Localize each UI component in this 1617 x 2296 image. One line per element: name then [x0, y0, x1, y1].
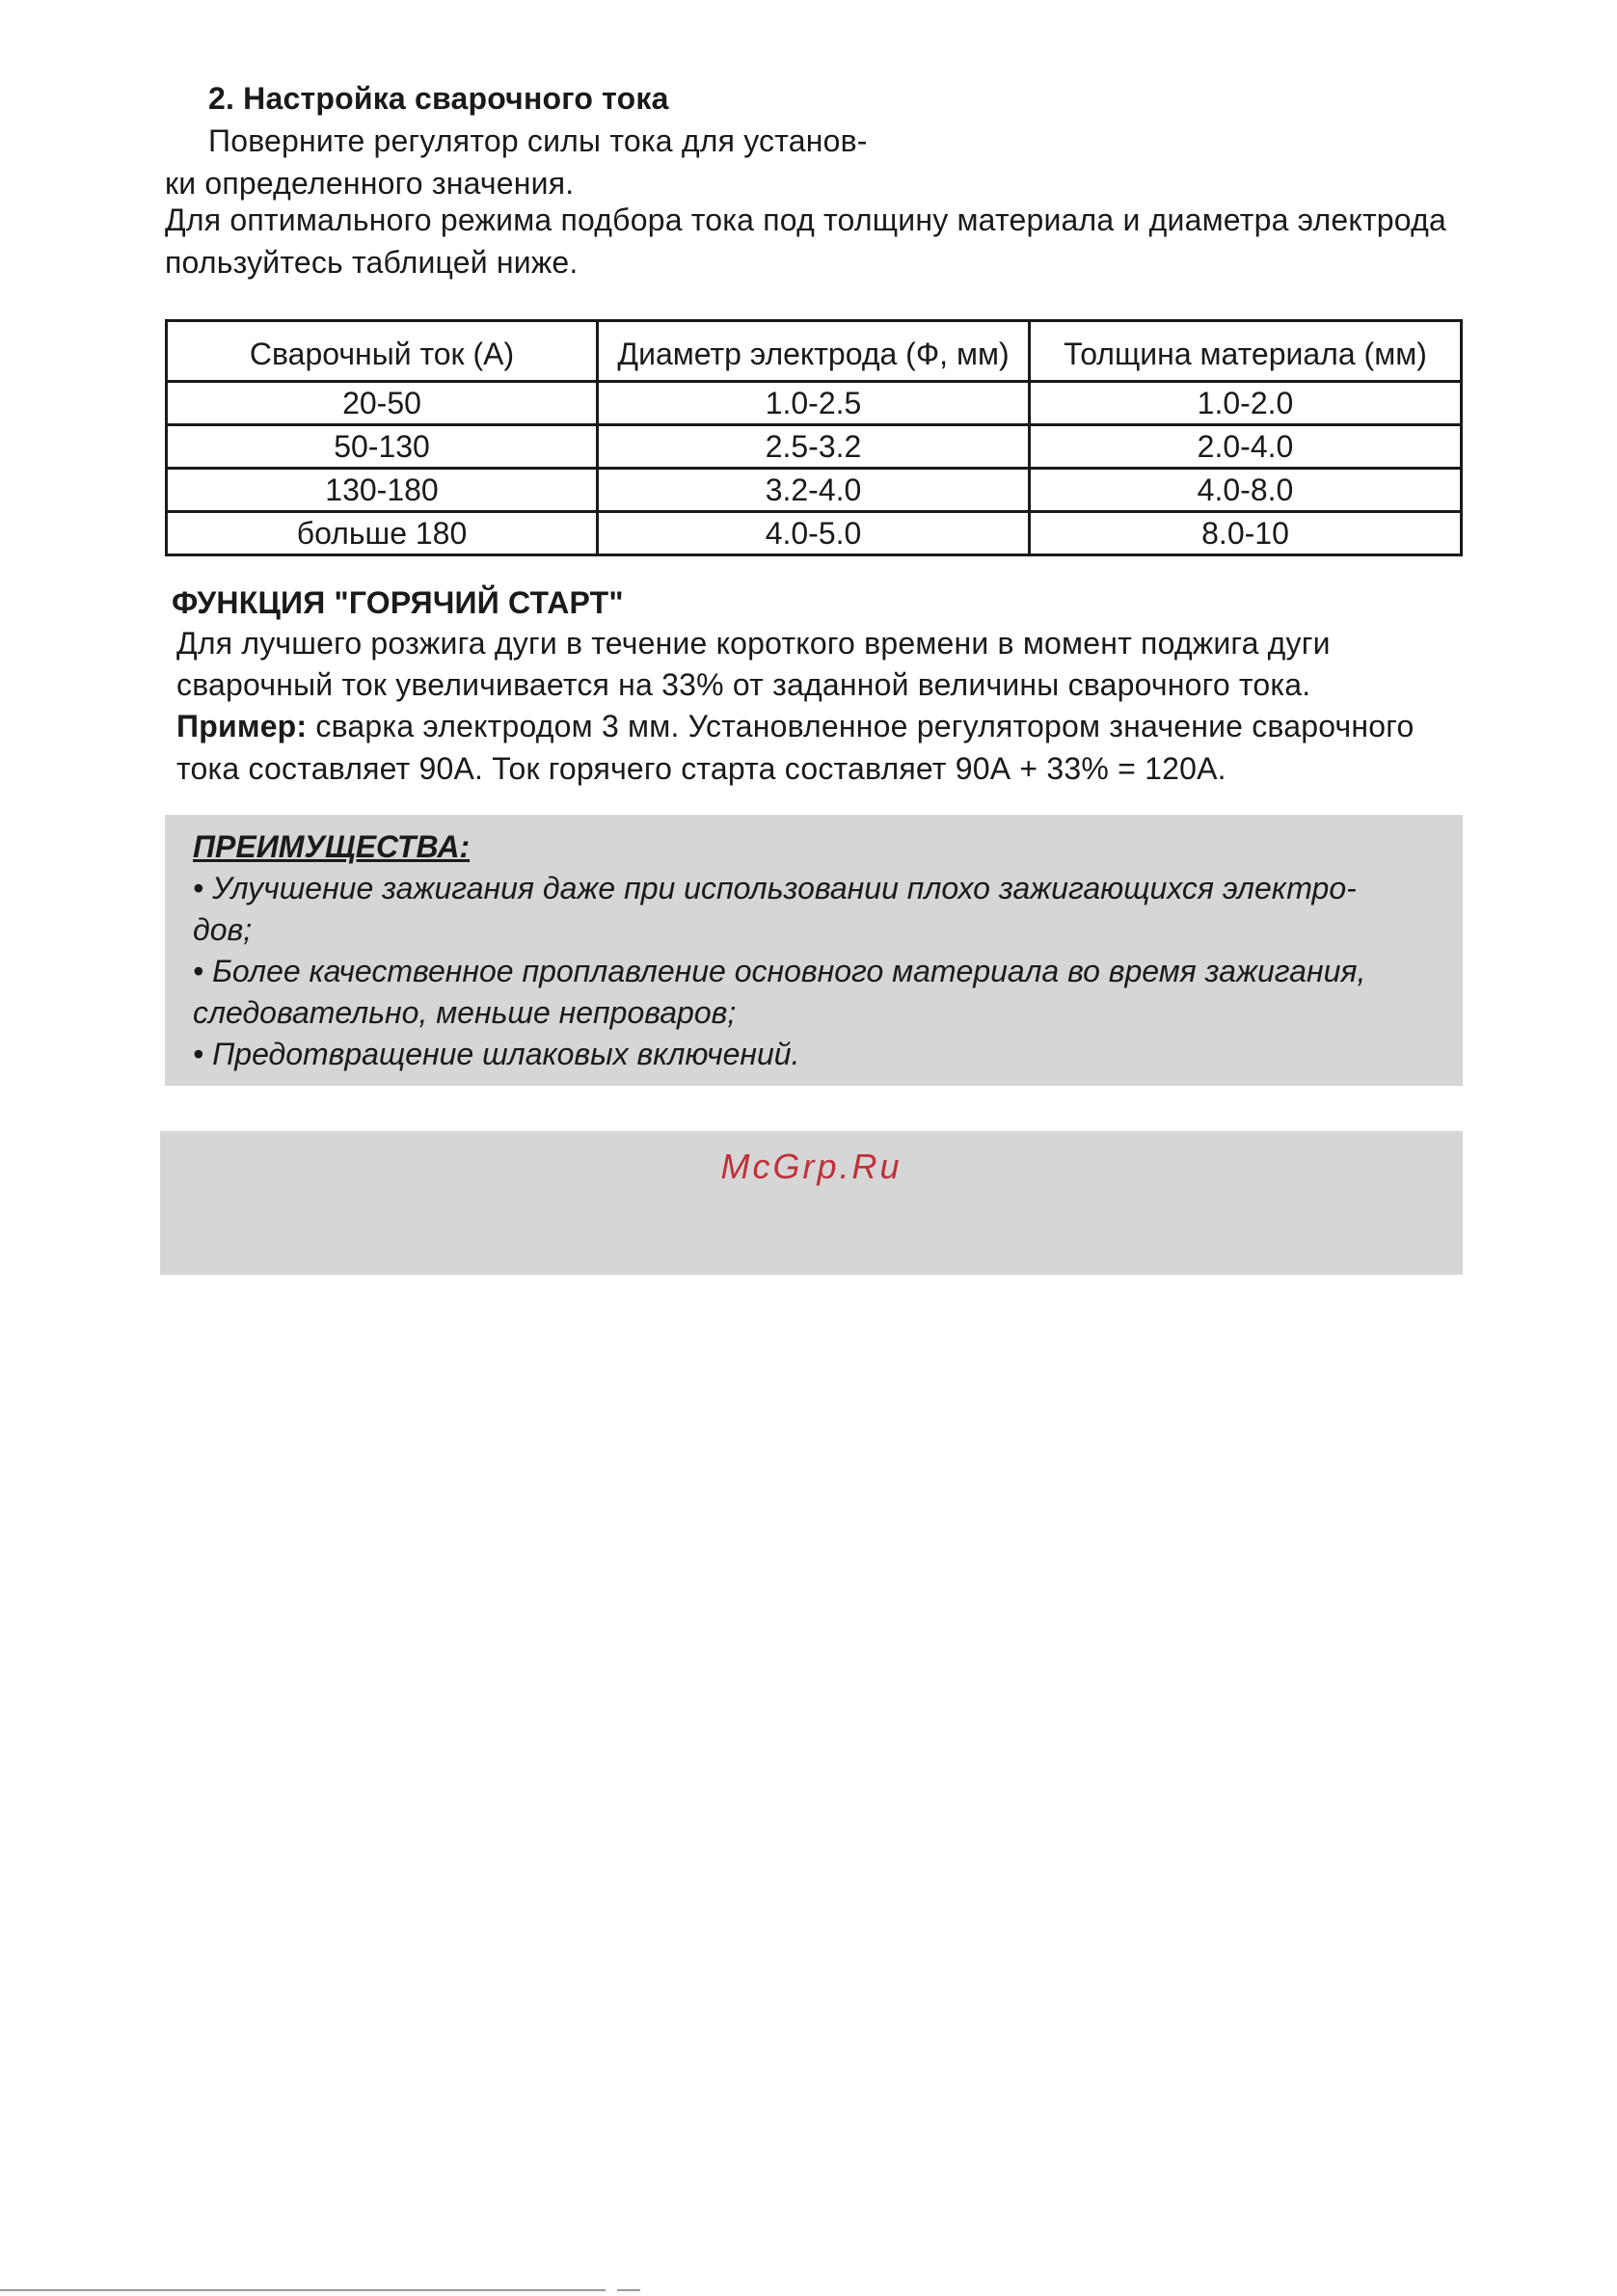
column-header: Сварочный ток (А) — [167, 321, 598, 382]
bottom-divider — [0, 2289, 606, 2291]
table-cell: 8.0-10 — [1029, 512, 1461, 555]
table-cell: 4.0-8.0 — [1029, 469, 1461, 512]
paragraph-line: Для оптимального режима подбора тока под толщину материала и диаметра электрода — [165, 203, 1446, 237]
column-header: Толщина материала (мм) — [1029, 321, 1461, 382]
paragraph-line: сварочный ток увеличивается на 33% от заданной величины сварочного тока. — [176, 667, 1311, 702]
table-cell: 20-50 — [167, 382, 598, 425]
paragraph-line: Поверните регулятор силы тока для установ- — [208, 123, 868, 158]
table-row — [167, 469, 1462, 512]
example-label: Пример: — [176, 709, 308, 743]
table-cell: 2.5-3.2 — [598, 425, 1030, 469]
advantage-item: • Более качественное проплавление основного материала во время зажигания, — [193, 954, 1366, 988]
example-line — [176, 705, 1414, 747]
table-row — [167, 382, 1462, 425]
column-header: Диаметр электрода (Ф, мм) — [598, 321, 1030, 382]
hot-start-heading: ФУНКЦИЯ "ГОРЯЧИЙ СТАРТ" — [172, 585, 624, 620]
paragraph-line: тока составляет 90А. Ток горячего старта составляет 90А + 33% = 120А. — [176, 751, 1226, 786]
advantage-item-cont: следовательно, меньше непроваров; — [193, 995, 737, 1030]
advantage-item: • Предотвращение шлаковых включений. — [193, 1037, 800, 1071]
example-text: сварка электродом 3 мм. Установленное регулятором значение сварочного — [307, 709, 1415, 743]
paragraph-line: пользуйтесь таблицей ниже. — [165, 245, 579, 280]
advantage-item-cont: дов; — [193, 912, 253, 947]
table-row — [167, 512, 1462, 555]
table-cell: 50-130 — [167, 425, 598, 469]
table-cell: 1.0-2.0 — [1029, 382, 1461, 425]
paragraph-line: Для лучшего розжига дуги в течение короткого времени в момент поджига дуги — [176, 626, 1331, 661]
advantage-item: • Улучшение зажигания даже при использовании плохо зажигающихся электро- — [193, 871, 1357, 905]
table-cell: 2.0-4.0 — [1029, 425, 1461, 469]
paragraph-line: ки определенного значения. — [165, 166, 575, 201]
table-cell: 130-180 — [167, 469, 598, 512]
table-cell: больше 180 — [167, 512, 598, 555]
welding-parameters-table — [165, 319, 1463, 556]
table-row — [167, 425, 1462, 469]
advantages-title: ПРЕИМУЩЕСТВА: — [193, 829, 471, 864]
table-header-row — [167, 321, 1462, 382]
bottom-divider-mark — [617, 2289, 640, 2291]
table-cell: 1.0-2.5 — [598, 382, 1030, 425]
watermark-text: McGrp.Ru — [720, 1147, 903, 1186]
table-cell: 3.2-4.0 — [598, 469, 1030, 512]
table-cell: 4.0-5.0 — [598, 512, 1030, 555]
section-heading: 2. Настройка сварочного тока — [208, 81, 669, 116]
watermark-box — [160, 1131, 1463, 1275]
